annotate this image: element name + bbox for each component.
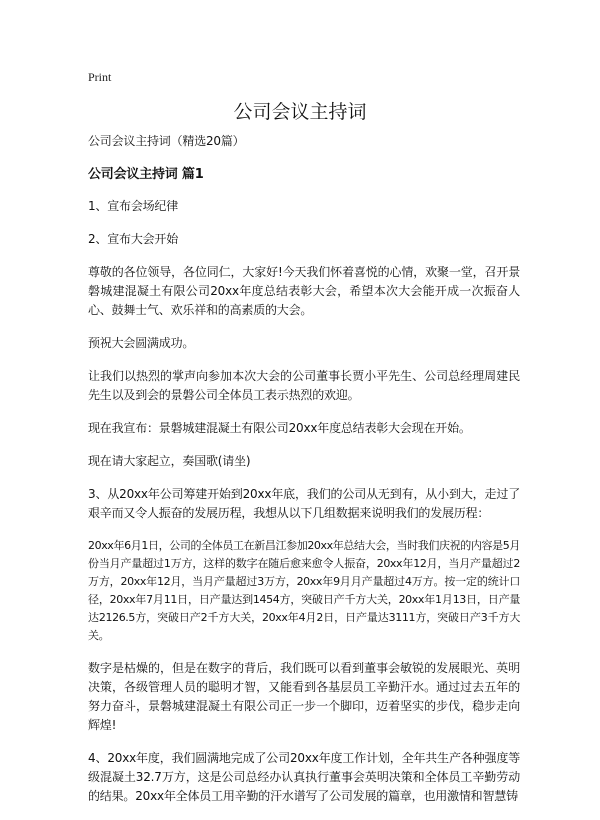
paragraph-1: 1、宣布会场纪律	[88, 199, 179, 213]
paragraph-7: 现在请大家起立，奏国歌(请坐)	[88, 454, 251, 468]
paragraph-6: 现在我宣布：景磐城建混凝土有限公司20xx年度总结表彰大会现在开始。	[88, 421, 471, 435]
page-title: 公司会议主持词	[233, 101, 367, 123]
paragraph-9: 20xx年6月1日，公司的全体员工在新昌江参加20xx年总结大会，当时我们庆祝的内容是5月份当月产量超过1万方，这样的数字在随后愈来愈令人振奋，20xx年12月，当月产量超过2万方，20xx年12月，当月产量超过3万方，20xx年9月月产量超过4万方。按一定的统计口径，20xx年7月11日，日产量达到1454方，突破日产千方大关，20xx年1月13日，日产量达2126.5方，突破日产2千方大关，20xx年4月2日，日产量达3111方，突破日产3千方大关。	[88, 539, 520, 642]
subtitle: 公司会议主持词（精选20篇）	[88, 134, 245, 148]
paragraph-10: 数字是枯燥的，但是在数字的背后，我们既可以看到董事会敏锐的发展眼光、英明决策，各级管理人员的聪明才智，又能看到各基层员工辛勤汗水。通过过去五年的努力奋斗，景磐城建混凝土有限公司正一步一个脚印，迈着坚实的步伐，稳步走向辉煌!	[88, 661, 520, 732]
section-heading: 公司会议主持词 篇1	[88, 167, 204, 182]
print-label: Print	[88, 70, 112, 84]
paragraph-4: 预祝大会圆满成功。	[88, 336, 195, 350]
paragraph-3: 尊敬的各位领导，各位同仁，大家好!今天我们怀着喜悦的心情，欢聚一堂，召开景磐城建混凝土有限公司20xx年度总结表彰大会，希望本次大会能开成一次振奋人心、鼓舞士气、欢乐祥和的高素质的大会。	[88, 265, 520, 317]
paragraph-8: 3、从20xx年公司筹建开始到20xx年底，我们的公司从无到有，从小到大，走过了艰辛而又令人振奋的发展历程，我想从以下几组数据来说明我们的发展历程：	[88, 487, 520, 520]
paragraph-11: 4、20xx年度，我们圆满地完成了公司20xx年度工作计划，全年共生产各种强度等级混凝土32.7万方，这是公司总经办认真执行董事会英明决策和全体员工辛勤劳动的结果。20xx年全体员工用辛勤的汗水谱写了公司发展的篇章，也用激情和智慧铸	[88, 751, 520, 803]
paragraph-5: 让我们以热烈的掌声向参加本次大会的公司董事长贾小平先生、公司总经理周建民先生以及到会的景磐公司全体员工表示热烈的欢迎。	[88, 369, 520, 402]
paragraph-2: 2、宣布大会开始	[88, 232, 179, 246]
document-body	[88, 132, 520, 820]
